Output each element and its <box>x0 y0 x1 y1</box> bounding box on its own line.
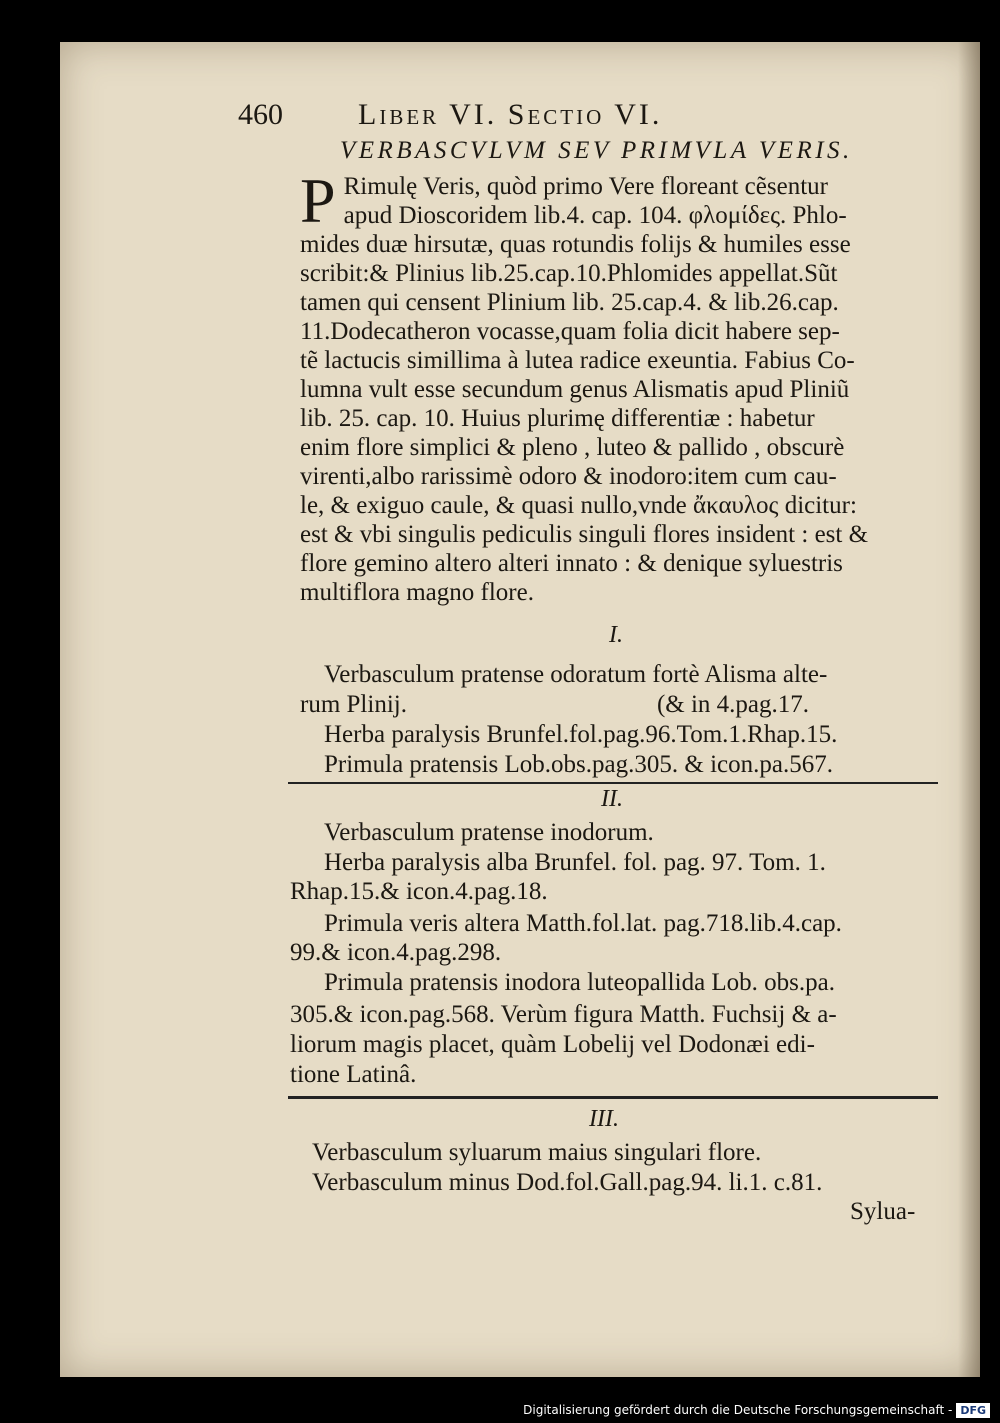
running-title: Liber VI. Sectio VI. <box>358 98 663 131</box>
page-header <box>238 98 918 140</box>
intro-line: multiflora magno flore. <box>300 579 534 606</box>
section-title: VERBASCVLVM SEV PRIMVLA VERIS. <box>340 137 853 164</box>
synonym-line: Primula veris altera Matth.fol.lat. pag.718.lib.4.cap. <box>324 910 842 937</box>
synonym-line: Primula pratensis Lob.obs.pag.305. & icon.pa.567. <box>324 751 833 778</box>
intro-line: est & vbi singulis pediculis singuli flores insident : est & <box>300 521 869 548</box>
intro-line: le, & exiguo caule, & quasi nullo,vnde ἄκαυλος dicitur: <box>300 492 857 519</box>
intro-line: tamen qui censent Plinium lib. 25.cap.4. & lib.26.cap. <box>300 289 839 316</box>
synonym-line: Herba paralysis Brunfel.fol.pag.96.Tom.1.Rhap.15. <box>324 721 838 748</box>
catchword: Sylua- <box>850 1198 916 1225</box>
intro-line: Rimulę Veris, quòd primo Vere floreant cẽsentur <box>343 173 828 200</box>
intro-line: 11.Dodecatheron vocasse,quam folia dicit habere sep- <box>300 318 840 345</box>
section-numeral: II. <box>601 786 623 812</box>
section-numeral: I. <box>609 622 623 648</box>
dfg-logo: DFG <box>956 1403 990 1418</box>
page-number: 460 <box>238 98 283 131</box>
synonym-line: Primula pratensis inodora luteopallida Lob. obs.pa. <box>324 969 836 996</box>
synonym-line: Verbasculum minus Dod.fol.Gall.pag.94. li.1. c.81. <box>312 1169 823 1196</box>
intro-line: scribit:& Plinius lib.25.cap.10.Phlomides appellat.Sũt <box>300 260 838 287</box>
intro-paragraph <box>300 165 944 607</box>
synonym-line: tione Latinâ. <box>290 1061 417 1088</box>
intro-line: apud Dioscoridem lib.4. cap. 104. φλομίδες. Phlo- <box>343 202 847 229</box>
intro-line: lib. 25. cap. 10. Huius plurimę differentiæ : habetur <box>300 405 815 432</box>
synonym-line: Verbasculum pratense inodorum. <box>324 819 654 846</box>
synonym-line: Verbasculum syluarum maius singulari flore. <box>312 1139 762 1166</box>
synonym-line: 99.& icon.4.pag.298. <box>290 939 502 966</box>
synonym-line: rum Plinij. (& in 4.pag.17. <box>300 691 810 718</box>
drop-cap: P <box>300 165 336 236</box>
intro-line: lumna vult esse secundum genus Alismatis apud Pliniũ <box>300 376 850 403</box>
synonym-line: Rhap.15.& icon.4.pag.18. <box>290 878 548 905</box>
synonym-line: liorum magis placet, quàm Lobelij vel Dodonæi edi- <box>290 1031 815 1058</box>
section-divider <box>288 782 938 784</box>
intro-line: mides duæ hirsutæ, quas rotundis folijs & humiles esse <box>300 231 851 258</box>
section-divider <box>288 1096 938 1099</box>
synonym-line: Verbasculum pratense odoratum fortè Alisma alte- <box>324 661 828 688</box>
digitization-footer <box>523 1401 990 1419</box>
intro-line: enim flore simplici & pleno , luteo & pallido , obscurè <box>300 434 845 461</box>
intro-line: tẽ lactucis simillima à lutea radice exeuntia. Fabius Co- <box>300 347 855 374</box>
synonym-line: 305.& icon.pag.568. Verùm figura Matth. Fuchsij & a- <box>290 1001 837 1028</box>
intro-line: virenti,albo rarissimè odoro & inodoro:item cum cau- <box>300 463 837 490</box>
section-numeral: III. <box>589 1106 619 1132</box>
intro-line: flore gemino altero alteri innato : & denique syluestris <box>300 550 843 577</box>
synonym-line: Herba paralysis alba Brunfel. fol. pag. 97. Tom. 1. <box>324 849 826 876</box>
footer-text: Digitalisierung gefördert durch die Deutsche Forschungsgemeinschaft - <box>523 1403 953 1417</box>
